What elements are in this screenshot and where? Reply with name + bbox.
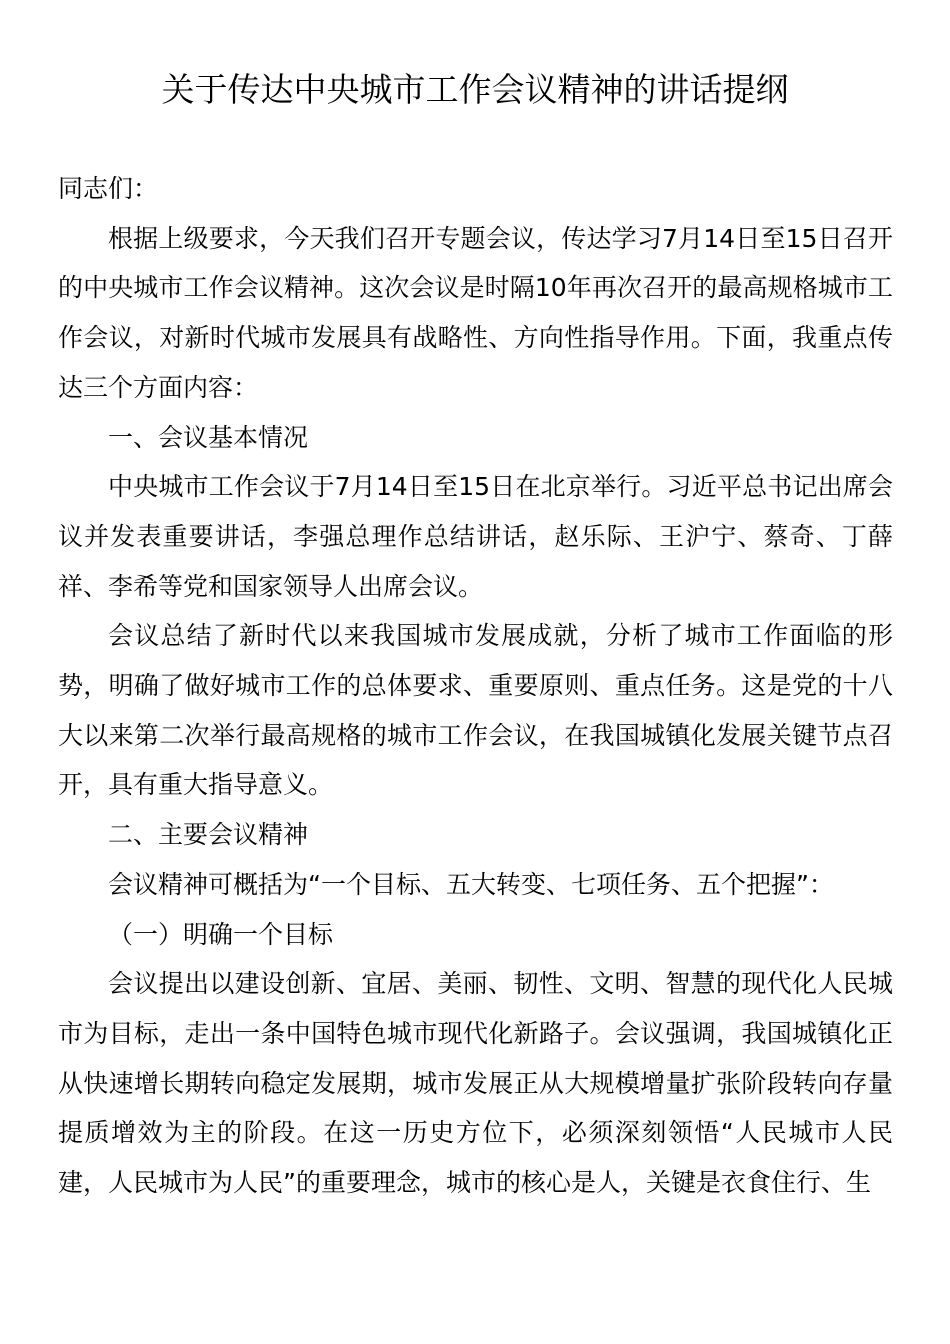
- section-heading-1: 一、会议基本情况: [108, 422, 309, 452]
- document-body: [58, 164, 893, 1208]
- paragraph-goal: 会议提出以建设创新、宜居、美丽、韧性、文明、智慧的现代化人民城市为目标，走出一条中国特色城市现代化新路子。会议强调，我国城镇化正从快速增长期转向稳定发展期，城市发展正从大规模增量扩张阶段转向存量提质增效为主的阶段。在这一历史方位下，必须深刻领悟“人民城市人民建，人民城市为人民”的重要理念，城市的核心是人，关键是衣食住行、生: [58, 969, 893, 1198]
- section-heading-2: 二、主要会议精神: [108, 820, 309, 850]
- paragraph-spirit-overview: 会议精神可概括为“一个目标、五大转变、七项任务、五个把握”：: [108, 869, 834, 899]
- document-title: 关于传达中央城市工作会议精神的讲话提纲: [161, 70, 789, 109]
- subsection-heading-1: （一）明确一个目标: [108, 919, 334, 949]
- paragraph-meeting-basics: 中央城市工作会议于7月14日至15日在北京举行。习近平总书记出席会议并发表重要讲话，李强总理作总结讲话，赵乐际、王沪宁、蔡奇、丁薛祥、李希等党和国家领导人出席会议。: [58, 472, 893, 601]
- salutation: 同志们：: [58, 174, 159, 203]
- paragraph-intro: 根据上级要求，今天我们召开专题会议，传达学习7月14日至15日召开的中央城市工作会议精神。这次会议是时隔10年再次召开的最高规格城市工作会议，对新时代城市发展具有战略性、方向性指导作用。下面，我重点传达三个方面内容：: [58, 223, 893, 402]
- paragraph-meeting-summary: 会议总结了新时代以来我国城市发展成就，分析了城市工作面临的形势，明确了做好城市工作的总体要求、重要原则、重点任务。这是党的十八大以来第二次举行最高规格的城市工作会议，在我国城镇化发展关键节点召开，具有重大指导意义。: [58, 621, 893, 800]
